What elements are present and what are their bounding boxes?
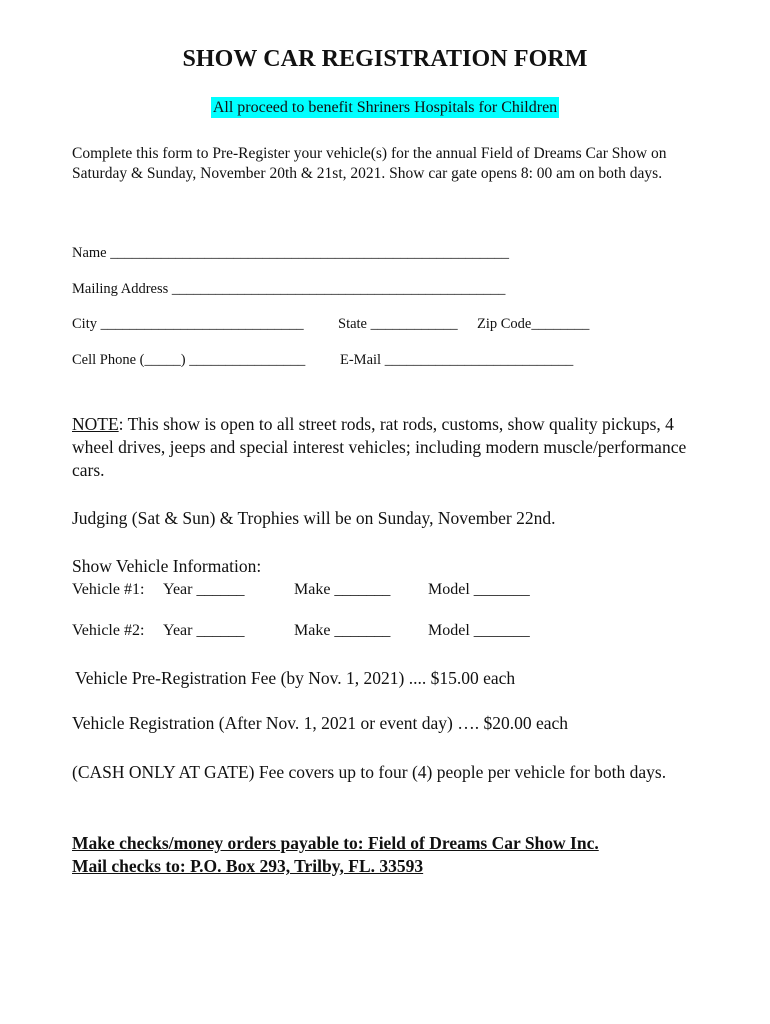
intro-paragraph: Complete this form to Pre-Register your vehicle(s) for the annual Field of Dreams Car Show on Saturday & Sunday, November 20th & 21st, 2021. Show car gate opens 8: 00 am on both days.	[72, 145, 667, 182]
vehicle-2-make-field[interactable]: Make _______	[294, 622, 391, 639]
vehicle-1-make-field[interactable]: Make _______	[294, 581, 391, 598]
vehicle-2-model-field[interactable]: Model _______	[428, 622, 530, 639]
cash-note: (CASH ONLY AT GATE) Fee covers up to four (4) people per vehicle for both days.	[72, 762, 667, 782]
note-paragraph	[72, 413, 692, 482]
name-field[interactable]: Name _______________________________________________________	[72, 245, 509, 261]
form-title: SHOW CAR REGISTRATION FORM	[182, 46, 588, 72]
note-text: : This show is open to all street rods, rat rods, customs, show quality pickups, 4 wheel drives, jeeps and special interest vehicles; including modern muscle/performance cars.	[72, 414, 687, 480]
zip-code-field[interactable]: Zip Code________	[477, 316, 590, 332]
payable-line: Make checks/money orders payable to: Field of Dreams Car Show Inc.	[72, 833, 599, 853]
judging-info: Judging (Sat & Sun) & Trophies will be on Sunday, November 22nd.	[72, 508, 556, 528]
registration-fee: Vehicle Registration (After Nov. 1, 2021 or event day) …. $20.00 each	[72, 713, 569, 733]
payment-instructions	[72, 832, 599, 878]
email-field[interactable]: E-Mail __________________________	[340, 352, 574, 368]
mailing-address-field[interactable]: Mailing Address ______________________________________________	[72, 281, 506, 297]
state-field[interactable]: State ____________	[338, 316, 458, 332]
vehicle-2-year-field[interactable]: Year ______	[163, 622, 245, 639]
subtitle-row	[0, 97, 770, 118]
vehicle-info-heading: Show Vehicle Information:	[72, 556, 262, 576]
vehicle-1-model-field[interactable]: Model _______	[428, 581, 530, 598]
mail-line: Mail checks to: P.O. Box 293, Trilby, FL. 33593	[72, 856, 424, 876]
vehicle-1-label: Vehicle #1:	[72, 581, 145, 598]
vehicle-2-label: Vehicle #2:	[72, 622, 145, 639]
vehicle-1-year-field[interactable]: Year ______	[163, 581, 245, 598]
city-field[interactable]: City ____________________________	[72, 316, 304, 332]
cell-phone-field[interactable]: Cell Phone (_____) ________________	[72, 352, 306, 368]
pre-registration-fee: Vehicle Pre-Registration Fee (by Nov. 1, 2021) .... $15.00 each	[75, 668, 516, 688]
note-label: NOTE	[72, 414, 119, 434]
benefit-subtitle: All proceed to benefit Shriners Hospitals for Children	[212, 99, 558, 116]
